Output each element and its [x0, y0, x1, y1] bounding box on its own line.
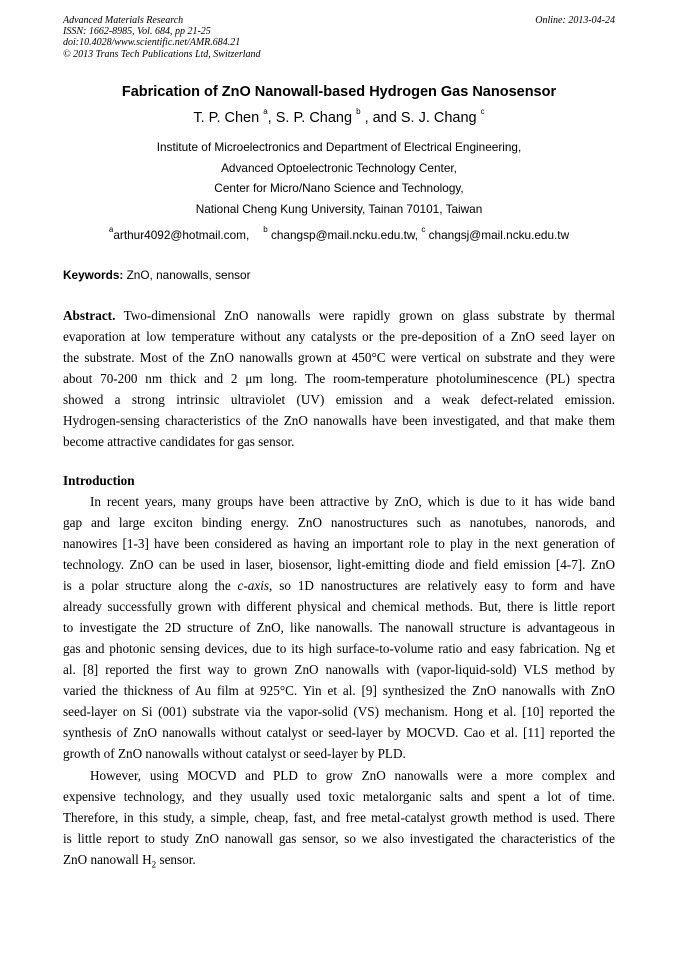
affiliation-line: Institute of Microelectronics and Department of Electrical Engineering,	[156, 140, 522, 154]
italic-term: c-axis	[237, 578, 270, 593]
body-line: In recent years, many groups have been attractive by ZnO, which is due to it has wide band	[90, 494, 615, 509]
body-line: technology. ZnO can be used in laser, biosensor, light-emitting diode and field emission [4-7]. ZnO	[63, 557, 615, 572]
author-list	[0, 109, 678, 127]
journal-name: Advanced Materials Research	[63, 15, 184, 26]
email-link[interactable]: arthur4092@hotmail.com,	[113, 228, 250, 242]
abstract-line: become attractive candidates for gas sensor.	[63, 434, 295, 449]
body-line: gas and photonic sensing devices, due to its high surface-to-volume ratio and easy fabrication. Ng et	[63, 641, 615, 656]
abstract-line: Hydrogen-sensing characteristics of the ZnO nanowalls have been investigated, and that make them	[63, 413, 615, 428]
body-line	[63, 849, 615, 870]
affiliation-line: Advanced Optoelectronic Technology Center,	[221, 160, 457, 175]
author-name: , and S. J. Chang	[364, 110, 477, 126]
abstract-line: evaporation at low temperature without any catalysts or the pre-deposition of a ZnO seed layer on	[63, 329, 615, 344]
body-line: synthesis of ZnO nanowalls without catalyst or seed-layer by MOCVD. Cao et al. [11] reported the	[63, 725, 615, 740]
author-name: , S. P. Chang	[267, 110, 353, 126]
paper-title: Fabrication of ZnO Nanowall-based Hydrogen Gas Nanosensor	[121, 84, 557, 100]
body-line: already successfully grown with different physical and chemical methods. But, there is little report	[63, 599, 615, 614]
body-line: to investigate the 2D structure of ZnO, like nanowalls. The nanowall structure is advantageous in	[63, 620, 615, 635]
email-superscript: a	[108, 225, 114, 235]
author-superscript: b	[356, 107, 361, 117]
copyright-line: © 2013 Trans Tech Publications Ltd, Switzerland	[63, 48, 261, 60]
doi-line: doi:10.4028/www.scientific.net/AMR.684.21	[63, 37, 241, 49]
subscript: 2	[151, 859, 157, 870]
author-superscript: c	[480, 107, 485, 117]
keywords-label: Keywords:	[63, 268, 124, 282]
abstract-line: showed a strong intrinsic ultraviolet (UV) emission and a weak defect-related emission.	[63, 392, 615, 407]
affiliation-line: National Cheng Kung University, Tainan 70101, Taiwan	[195, 201, 483, 216]
body-line: is little report to study ZnO nanowall gas sensor, so we also investigated the characteristics of the	[63, 831, 615, 846]
body-line: varied the thickness of Au film at 925°C. Yin et al. [9] synthesized the ZnO nanowalls with ZnO	[63, 683, 615, 698]
abstract-label: Abstract.	[63, 308, 116, 323]
affiliations	[0, 137, 678, 219]
body-line: growth of ZnO nanowalls without catalyst or seed-layer by PLD.	[63, 746, 406, 761]
email-superscript: b	[263, 225, 268, 235]
body-text-span: is a polar structure along the	[63, 578, 238, 593]
body-text-span: sensor.	[156, 852, 196, 867]
keywords	[63, 267, 615, 283]
author-emails	[0, 227, 678, 243]
email-link[interactable]: changsj@mail.ncku.edu.tw	[428, 228, 570, 242]
abstract-text: Two-dimensional ZnO nanowalls were rapidly grown on glass substrate by thermal	[115, 308, 615, 323]
abstract-line	[63, 305, 615, 326]
body-text-span: ZnO nanowall H	[63, 852, 152, 867]
body-line: expensive technology, and they usually used toxic metalorganic salts and spent a lot of time.	[63, 789, 615, 804]
body-line: al. [8] reported the first way to grown ZnO nanowalls with (vapor-liquid-sold) VLS method by	[63, 662, 615, 677]
issn-line: ISSN: 1662-8985, Vol. 684, pp 21-25	[63, 26, 211, 38]
author-name: T. P. Chen	[193, 110, 260, 126]
email-link[interactable]: changsp@mail.ncku.edu.tw,	[270, 228, 419, 242]
keywords-text: ZnO, nanowalls, sensor	[123, 268, 251, 282]
body-line: gap and large exciton binding energy. ZnO nanostructures such as nanotubes, nanorods, and	[63, 515, 615, 530]
abstract-line: about 70-200 nm thick and 2 μm long. The room-temperature photoluminescence (PL) spectra	[63, 371, 615, 386]
body-line: seed-layer on Si (001) substrate via the vapor-solid (VS) mechanism. Hong et al. [10] reported the	[63, 704, 615, 719]
email-superscript: c	[421, 225, 426, 235]
online-date: Online: 2013-04-24	[535, 15, 615, 26]
body-line: However, using MOCVD and PLD to grow ZnO nanowalls were a more complex and	[90, 768, 615, 783]
body-line	[63, 575, 615, 596]
author-superscript: a	[263, 107, 268, 117]
affiliation-line: Center for Micro/Nano Science and Technology,	[214, 181, 464, 196]
section-heading-introduction: Introduction	[63, 473, 135, 488]
body-line: Therefore, in this study, a simple, cheap, fast, and free metal-catalyst growth method is used. There	[63, 810, 615, 825]
journal-header	[63, 15, 615, 60]
body-line: nanowires [1-3] have been considered as having an important role to play in the next generation of	[63, 536, 615, 551]
body-text-span: , so 1D nanostructures are relatively easy to form and have	[269, 578, 615, 593]
abstract-line: the substrate. Most of the ZnO nanowalls grown at 450°C were vertical on substrate and they were	[63, 350, 615, 365]
